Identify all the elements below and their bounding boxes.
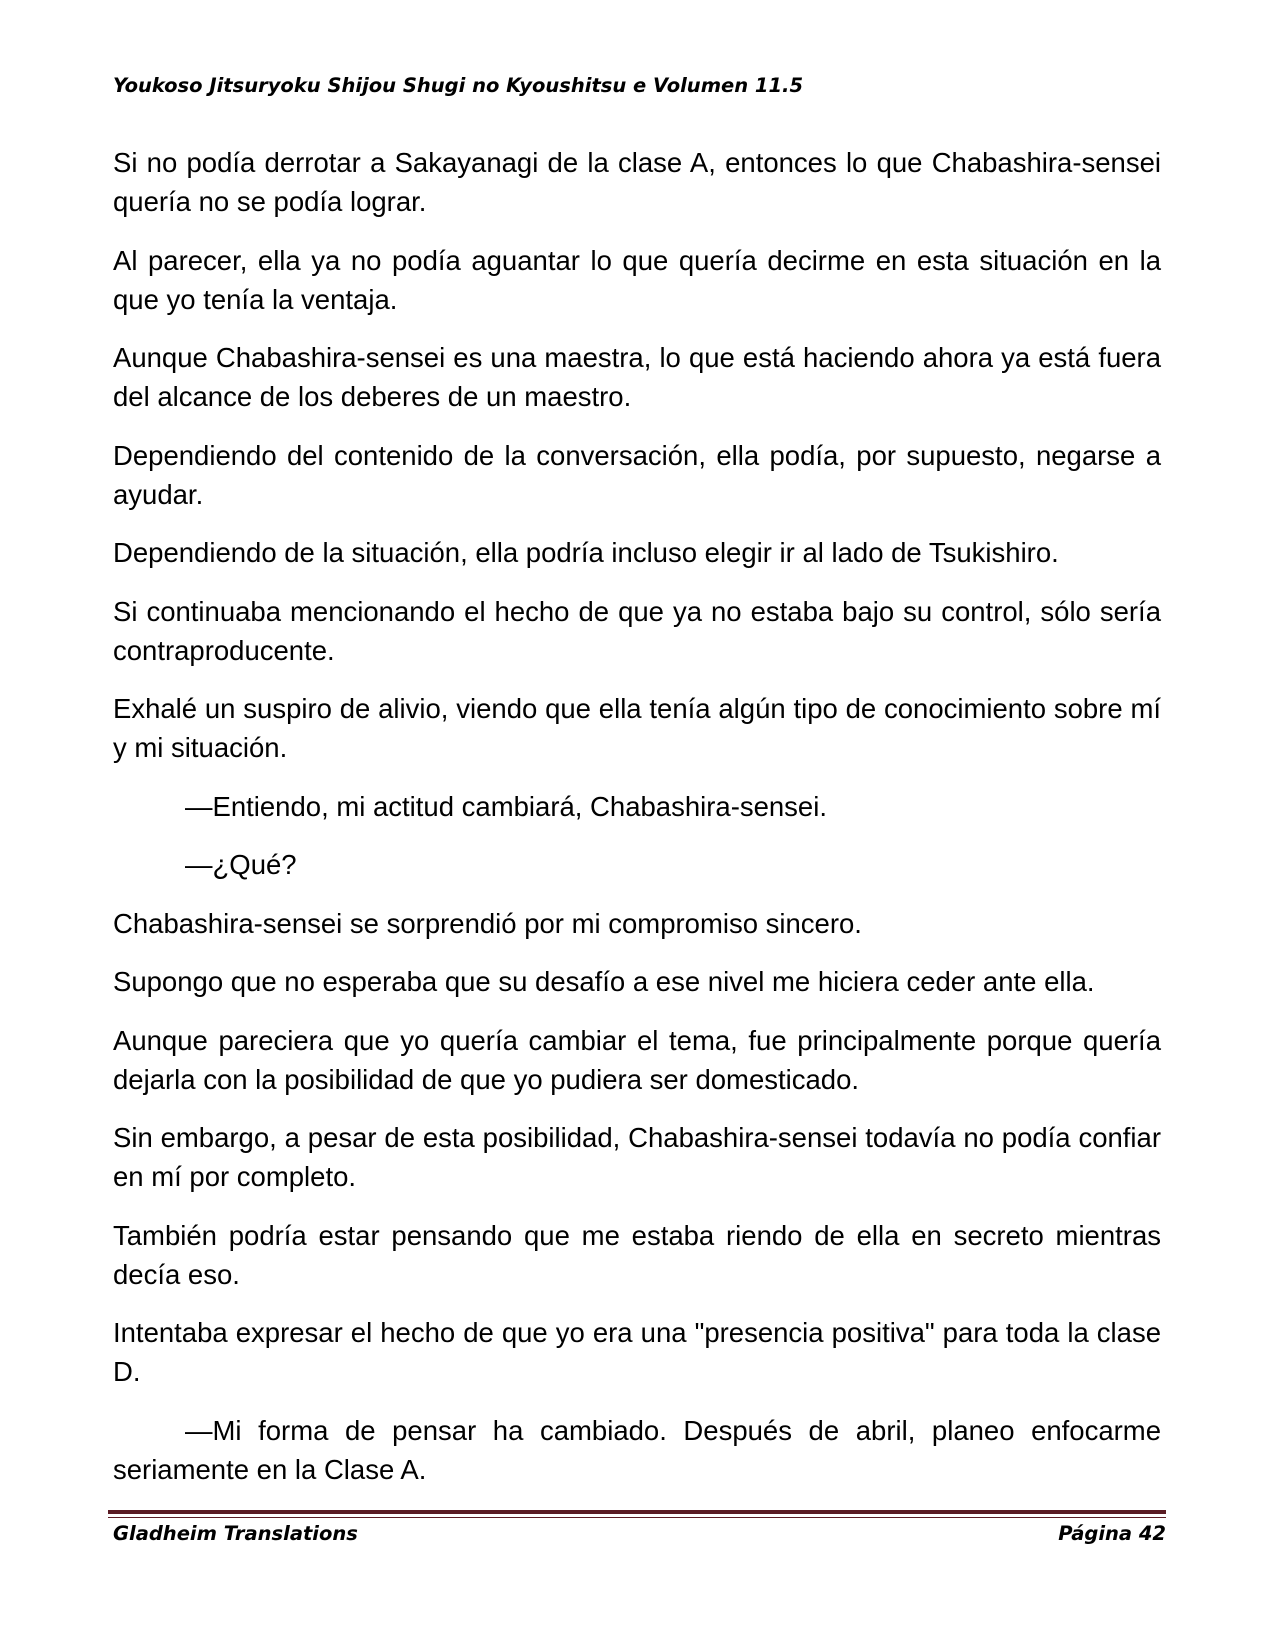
paragraph: Aunque pareciera que yo quería cambiar el tema, fue principalmente porque quería dejarla con la posibilidad de que yo pudiera ser domesticado.	[113, 1024, 1161, 1095]
footer-credit: Gladheim Translations	[113, 1522, 358, 1545]
paragraph: Aunque Chabashira-sensei es una maestra, lo que está haciendo ahora ya está fuera del alcance de los deberes de un maestro.	[113, 342, 1161, 412]
dialogue-line: —Entiendo, mi actitud cambiará, Chabashira-sensei.	[185, 790, 827, 822]
dialogue-line: —¿Qué?	[185, 849, 297, 880]
paragraph: Si no podía derrotar a Sakayanagi de la clase A, entonces lo que Chabashira-sensei quería no se podía lograr.	[113, 147, 1161, 217]
paragraph: Al parecer, ella ya no podía aguantar lo que quería decirme en esta situación en la que yo tenía la ventaja.	[113, 244, 1161, 315]
running-header-title: Youkoso Jitsuryoku Shijou Shugi no Kyoushitsu e Volumen 11.5	[113, 74, 804, 97]
footer-divider	[108, 1510, 1166, 1514]
paragraph: Dependiendo de la situación, ella podría incluso elegir ir al lado de Tsukishiro.	[113, 537, 1059, 568]
dialogue-line: —Mi forma de pensar ha cambiado. Después de abril, planeo enfocarme seriamente en la Clase A.	[113, 1414, 1161, 1485]
paragraph: Sin embargo, a pesar de esta posibilidad, Chabashira-sensei todavía no podía confiar en mí por completo.	[113, 1122, 1161, 1192]
body-text	[113, 143, 1161, 1508]
footer-divider-thin	[108, 1517, 1166, 1518]
paragraph: Si continuaba mencionando el hecho de que ya no estaba bajo su control, sólo sería contraproducente.	[113, 595, 1161, 666]
paragraph: Exhalé un suspiro de alivio, viendo que ella tenía algún tipo de conocimiento sobre mí y mi situación.	[113, 693, 1161, 763]
paragraph: Dependiendo del contenido de la conversación, ella podía, por supuesto, negarse a ayudar.	[113, 439, 1161, 510]
page-number: Página 42	[1058, 1522, 1166, 1545]
paragraph: Intentaba expresar el hecho de que yo era una "presencia positiva" para toda la clase D.	[113, 1317, 1161, 1387]
paragraph: También podría estar pensando que me estaba riendo de ella en secreto mientras decía eso.	[113, 1219, 1161, 1290]
paragraph: Chabashira-sensei se sorprendió por mi compromiso sincero.	[113, 907, 862, 939]
paragraph: Supongo que no esperaba que su desafío a ese nivel me hiciera ceder ante ella.	[113, 966, 1095, 997]
